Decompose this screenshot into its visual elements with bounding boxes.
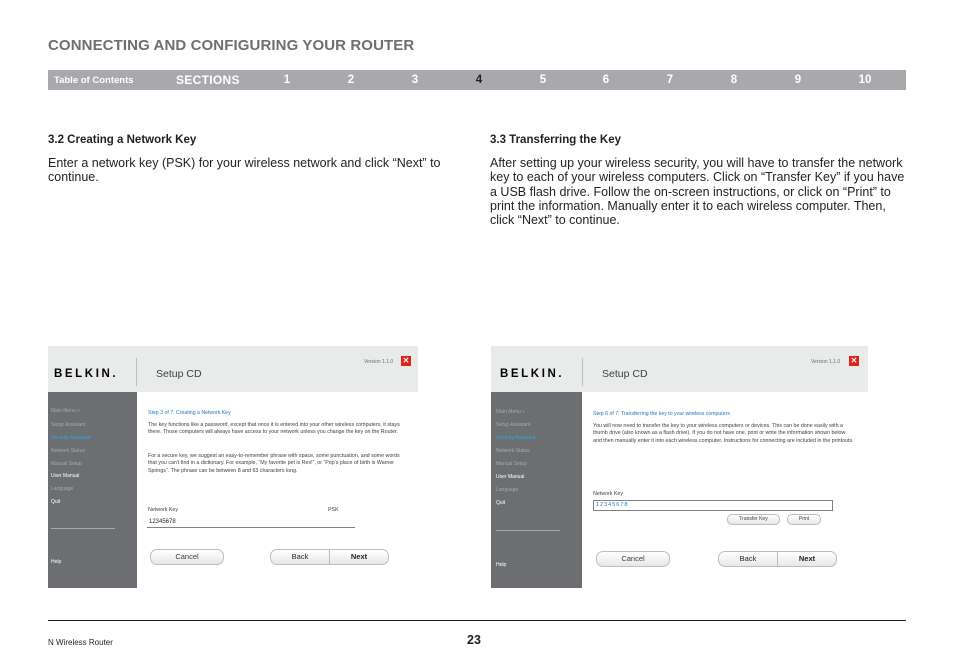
back-button[interactable]: Back [739, 554, 757, 563]
section-link-1[interactable]: 1 [283, 74, 291, 86]
belkin-logo: BELKIN. [54, 368, 119, 380]
sidebar-item-manual-setup[interactable]: Manual Setup [51, 461, 82, 467]
sidebar-item-user-manual[interactable]: User Manual [51, 473, 80, 479]
page-number: 23 [467, 633, 481, 647]
table-of-contents-link[interactable]: Table of Contents [54, 75, 134, 86]
sidebar-item-language[interactable]: Language [496, 487, 519, 493]
close-icon[interactable]: ✕ [402, 356, 410, 365]
sidebar-item-main-menu[interactable]: Main Menu » [51, 408, 80, 414]
step-title: Step 3 of 7: Creating a Network Key [148, 410, 231, 416]
window-title: Setup CD [602, 368, 648, 380]
setup-cd-window-transfer-key [491, 346, 868, 588]
sidebar-divider [51, 528, 115, 529]
sidebar-item-network-status[interactable]: Network Status [496, 448, 530, 454]
section-link-10[interactable]: 10 [858, 74, 872, 86]
section-link-6[interactable]: 6 [602, 74, 610, 86]
network-key-input[interactable]: 12345678 [147, 518, 355, 528]
intro-paragraph: The key functions like a password, except that once it is entered into your other wireless computers, it stays there. Those computers will always have access to your network unless you change the key on the Router. [148, 422, 400, 436]
next-button[interactable]: Next [350, 552, 368, 561]
sidebar-item-help[interactable]: Help [51, 559, 62, 565]
section-link-5[interactable]: 5 [539, 74, 547, 86]
sidebar-item-setup-assistant[interactable]: Setup Assistant [496, 422, 531, 428]
transfer-key-button[interactable]: Transfer Key [727, 514, 780, 525]
sidebar [491, 392, 582, 588]
print-button[interactable]: Print [787, 514, 821, 525]
secure-key-paragraph: For a secure key, we suggest an easy-to-remember phrase with space, some punctuation, and some words that you can't find in a dictionary. For example, “My favorite pet is Rex!”, or “Pop's place of birth is Warner Springs”. The phrase can be between 8 and 63 characters long. [148, 453, 400, 474]
header-divider [582, 358, 583, 386]
belkin-logo: BELKIN. [500, 368, 565, 380]
footer-rule [48, 620, 906, 621]
sections-label: SECTIONS [176, 73, 240, 87]
section-link-4-active[interactable]: 4 [475, 74, 483, 86]
window-title: Setup CD [156, 368, 202, 380]
back-next-button-group [270, 549, 389, 565]
sidebar-item-quit[interactable]: Quit [51, 499, 61, 505]
section-link-3[interactable]: 3 [411, 74, 419, 86]
section-link-8[interactable]: 8 [730, 74, 738, 86]
network-key-label: Network Key [148, 507, 179, 513]
psk-label: PSK [328, 507, 339, 513]
window-header [48, 346, 418, 392]
setup-cd-window-create-key [48, 346, 418, 588]
sidebar-item-help[interactable]: Help [496, 562, 507, 568]
sidebar-item-user-manual[interactable]: User Manual [496, 474, 525, 480]
cancel-button[interactable]: Cancel [596, 551, 670, 567]
section-nav-bar [48, 70, 906, 90]
cancel-button[interactable]: Cancel [150, 549, 224, 565]
network-key-label: Network Key [593, 491, 624, 497]
right-section-body: After setting up your wireless security, you will have to transfer the network key to each of your wireless computers. Click on “Transfer Key” if you have a USB flash drive. Follow the on-screen instructions, or click on “Print” to print the information. Manually enter it to each wireless computer. Then, click “Next” to continue. [490, 156, 905, 228]
close-icon[interactable]: ✕ [850, 356, 858, 365]
window-header [491, 346, 868, 392]
section-link-2[interactable]: 2 [347, 74, 355, 86]
sidebar-item-manual-setup[interactable]: Manual Setup [496, 461, 527, 467]
sidebar-item-network-status[interactable]: Network Status [51, 448, 85, 454]
network-key-field[interactable]: 12345678 [593, 500, 833, 511]
left-section-heading: 3.2 Creating a Network Key [48, 134, 197, 146]
back-next-button-group [718, 551, 837, 567]
section-link-9[interactable]: 9 [794, 74, 802, 86]
page-title: CONNECTING AND CONFIGURING YOUR ROUTER [48, 37, 415, 54]
header-divider [136, 358, 137, 386]
sidebar-item-quit[interactable]: Quit [496, 500, 506, 506]
sidebar-divider [496, 530, 560, 531]
version-label: Version 1.1.0 [364, 359, 394, 365]
sidebar-item-setup-assistant[interactable]: Setup Assistant [51, 422, 86, 428]
sidebar-item-language[interactable]: Language [51, 486, 74, 492]
sidebar-item-security-assistant[interactable]: Security Assistant [51, 435, 91, 441]
version-label: Version 1.1.0 [811, 359, 841, 365]
step-title: Step 6 of 7: Transferring the key to your wireless computers [593, 411, 730, 417]
right-section-heading: 3.3 Transferring the Key [490, 134, 622, 146]
left-section-body: Enter a network key (PSK) for your wireless network and click “Next” to continue. [48, 156, 441, 185]
sidebar [48, 392, 137, 588]
intro-paragraph: You will now need to transfer the key to your wireless computers or devices. This can be done easily with a thumb drive (also known as a flash drive). If you do not have one, print or write the information shown below and then manually enter it into each wireless computer. Instructions for connecting are included in the printouts. [593, 423, 854, 444]
section-link-7[interactable]: 7 [666, 74, 674, 86]
sidebar-item-security-assistant[interactable]: Security Assistant [496, 435, 536, 441]
back-button[interactable]: Back [291, 552, 309, 561]
next-button[interactable]: Next [798, 554, 816, 563]
sidebar-item-main-menu[interactable]: Main Menu » [496, 409, 525, 415]
footer-product-name: N Wireless Router [48, 638, 113, 647]
